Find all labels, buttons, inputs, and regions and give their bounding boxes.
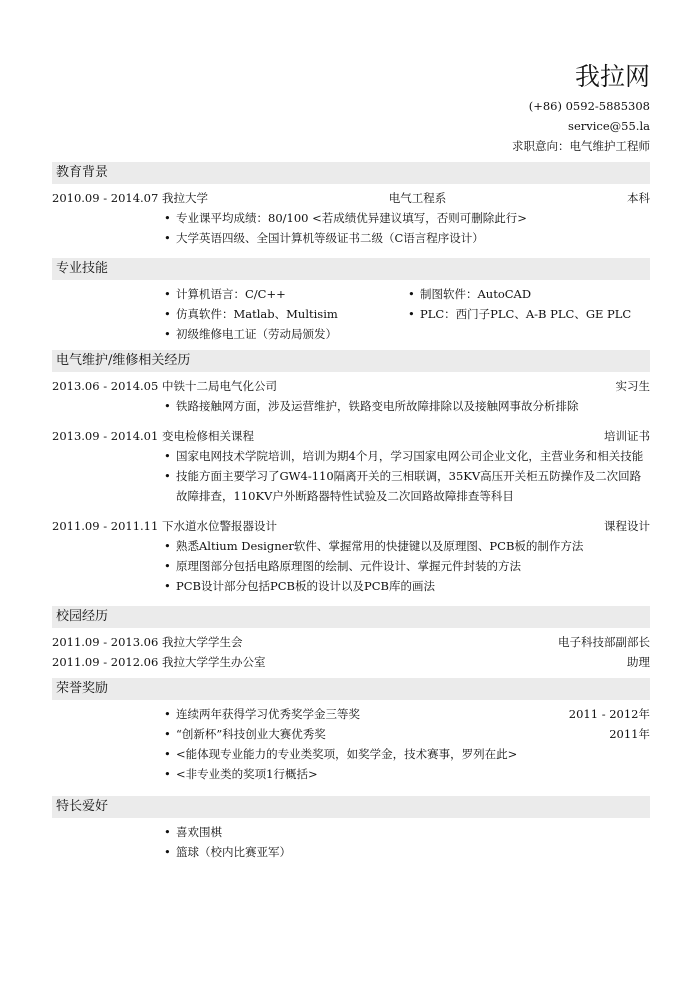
- campus-section: [52, 606, 650, 672]
- resume-header: [52, 60, 650, 156]
- experience-entry: [52, 426, 650, 506]
- degree: 本科: [627, 191, 650, 205]
- section-title: 荣誉奖励: [52, 678, 650, 700]
- list-item: • 制图软件：AutoCAD: [406, 284, 650, 304]
- award-text: • “创新杯”科技创业大赛优秀奖: [176, 727, 326, 741]
- role: 课程设计: [604, 519, 650, 533]
- awards-section: [52, 678, 650, 784]
- resume-page: [52, 60, 650, 862]
- organization: 下水道水位警报器设计: [162, 519, 277, 533]
- award-text: • 连续两年获得学习优秀奖学金三等奖: [176, 707, 360, 721]
- department: 电气工程系: [388, 191, 447, 205]
- experience-section: [52, 350, 650, 596]
- role: 电子科技部副部长: [558, 635, 650, 649]
- entry-date: 2011.09 - 2012.06: [52, 655, 159, 669]
- school-name: 我拉大学: [162, 191, 208, 205]
- organization: 我拉大学学生办公室: [162, 655, 266, 669]
- entry-date: 2011.09 - 2011.11: [52, 519, 159, 533]
- organization: 变电检修相关课程: [162, 429, 254, 443]
- list-item: • 喜欢围棋: [162, 822, 650, 842]
- campus-entry: [52, 632, 650, 652]
- experience-entry: [52, 376, 650, 416]
- list-item: [162, 724, 650, 744]
- list-item: • 计算机语言：C/C++: [162, 284, 406, 304]
- list-item: [162, 744, 650, 764]
- entry-date: 2013.06 - 2014.05: [52, 379, 159, 393]
- list-item: • 铁路接触网方面，涉及运营维护，铁路变电所故障排除以及接触网事故分析排除: [162, 396, 650, 416]
- skills-left-column: [162, 284, 406, 344]
- section-title: 专业技能: [52, 258, 650, 280]
- role: 助理: [627, 655, 650, 669]
- section-title: 教育背景: [52, 162, 650, 184]
- entry-date: 2013.09 - 2014.01: [52, 429, 159, 443]
- skills-section: [52, 258, 650, 344]
- organization: 我拉大学学生会: [162, 635, 243, 649]
- entry-date: 2011.09 - 2013.06: [52, 635, 159, 649]
- section-title: 电气维护/维修相关经历: [52, 350, 650, 372]
- list-item: • 仿真软件：Matlab、Multisim: [162, 304, 406, 324]
- award-year: 2011 - 2012年: [568, 707, 650, 721]
- list-item: • PLC：西门子PLC、A-B PLC、GE PLC: [406, 304, 650, 324]
- entry-date: 2010.09 - 2014.07: [52, 191, 159, 205]
- list-item: • PCB设计部分包括PCB板的设计以及PCB库的画法: [162, 576, 650, 596]
- award-text: • <非专业类的奖项1行概括>: [176, 767, 318, 781]
- campus-entry: [52, 652, 650, 672]
- award-year: 2011年: [609, 727, 650, 741]
- experience-entry: [52, 516, 650, 596]
- section-title: 特长爱好: [52, 796, 650, 818]
- job-objective: 求职意向：电气维护工程师: [512, 139, 650, 153]
- education-section: [52, 162, 650, 248]
- skills-right-column: [406, 284, 650, 344]
- section-title: 校园经历: [52, 606, 650, 628]
- phone-number: (+86) 0592-5885308: [528, 99, 650, 113]
- list-item: • 大学英语四级、全国计算机等级证书二级（C语言程序设计）: [162, 228, 650, 248]
- list-item: [162, 764, 650, 784]
- email-address: service@55.la: [568, 119, 650, 133]
- list-item: • 篮球（校内比赛亚军）: [162, 842, 650, 862]
- role: 实习生: [615, 379, 650, 393]
- list-item: • 专业课平均成绩：80/100 <若成绩优异建议填写，否则可删除此行>: [162, 208, 650, 228]
- role: 培训证书: [604, 429, 650, 443]
- list-item: • 技能方面主要学习了GW4-110隔离开关的三相联调，35KV高压开关柜五防操作及二次回路故障排查，110KV户外断路器特性试验及二次回路故障排查等科目: [162, 466, 650, 506]
- candidate-name: 我拉网: [574, 62, 650, 91]
- education-entry: [52, 188, 650, 248]
- list-item: • 原理图部分包括电路原理图的绘制、元件设计、掌握元件封装的方法: [162, 556, 650, 576]
- organization: 中铁十二局电气化公司: [162, 379, 277, 393]
- list-item: • 熟悉Altium Designer软件、掌握常用的快捷键以及原理图、PCB板的制作方法: [162, 536, 650, 556]
- award-text: • <能体现专业能力的专业类奖项，如奖学金，技术赛事，罗列在此>: [176, 747, 518, 761]
- hobbies-section: [52, 796, 650, 862]
- list-item: • 国家电网技术学院培训，培训为期4个月，学习国家电网公司企业文化，主营业务和相关技能: [162, 446, 650, 466]
- list-item: [162, 704, 650, 724]
- list-item: • 初级维修电工证（劳动局颁发）: [162, 324, 406, 344]
